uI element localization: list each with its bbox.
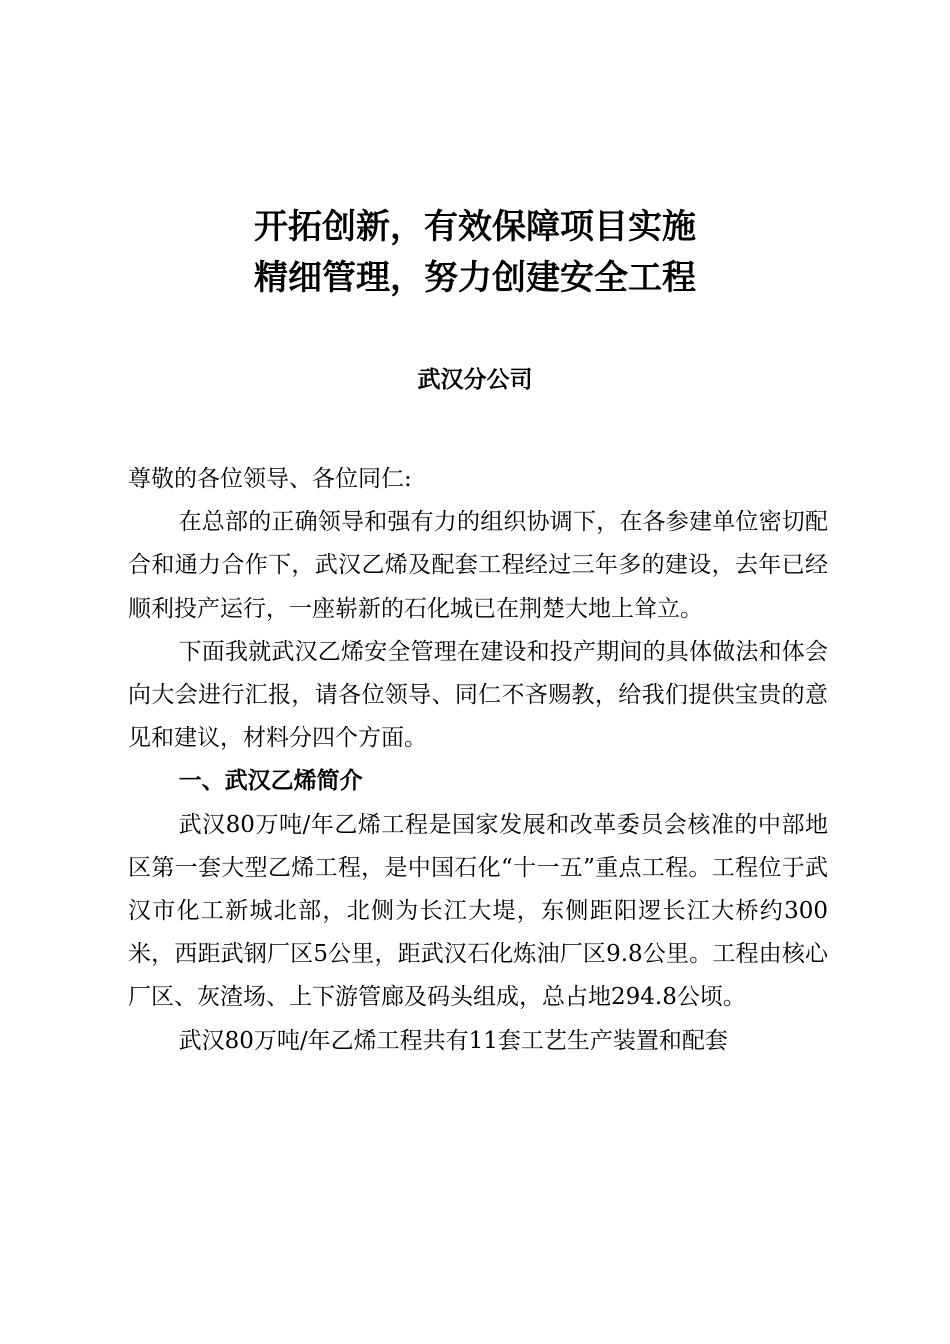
document-title-line-2: 精细管理，努力创建安全工程 bbox=[254, 258, 696, 298]
salutation: 尊敬的各位领导、各位同仁: bbox=[128, 466, 412, 492]
document-title-line-1: 开拓创新，有效保障项目实施 bbox=[254, 207, 696, 247]
paragraph-project-units: 武汉80万吨/年乙烯工程共有11套工艺生产装置和配套 bbox=[178, 1027, 728, 1054]
paragraph-report-scope: 下面我就武汉乙烯安全管理在建设和投产期间的具体做法和体会向大会进行汇报，请各位领导、同仁不吝赐教，给我们提供宝贵的意见和建议，材料分四个方面。 bbox=[128, 638, 828, 752]
paragraph-project-overview: 武汉80万吨/年乙烯工程是国家发展和改革委员会核准的中部地区第一套大型乙烯工程，是中国石化“十一五”重点工程。工程位于武汉市化工新城北部，北侧为长江大堤，东侧距阳逻长江大桥约300米，西距武钢厂区5公里，距武汉石化炼油厂区9.8公里。工程由核心厂区、灰渣场、上下游管廊及码头组成，总占地294.8公顷。 bbox=[128, 811, 828, 1011]
paragraph-intro: 在总部的正确领导和强有力的组织协调下，在各参建单位密切配合和通力合作下，武汉乙烯及配套工程经过三年多的建设，去年已经顺利投产运行，一座崭新的石化城已在荆楚大地上耸立。 bbox=[128, 509, 828, 622]
section-heading-1: 一、武汉乙烯简介 bbox=[178, 768, 363, 795]
document-body bbox=[128, 458, 828, 1063]
author-organization: 武汉分公司 bbox=[417, 366, 533, 393]
